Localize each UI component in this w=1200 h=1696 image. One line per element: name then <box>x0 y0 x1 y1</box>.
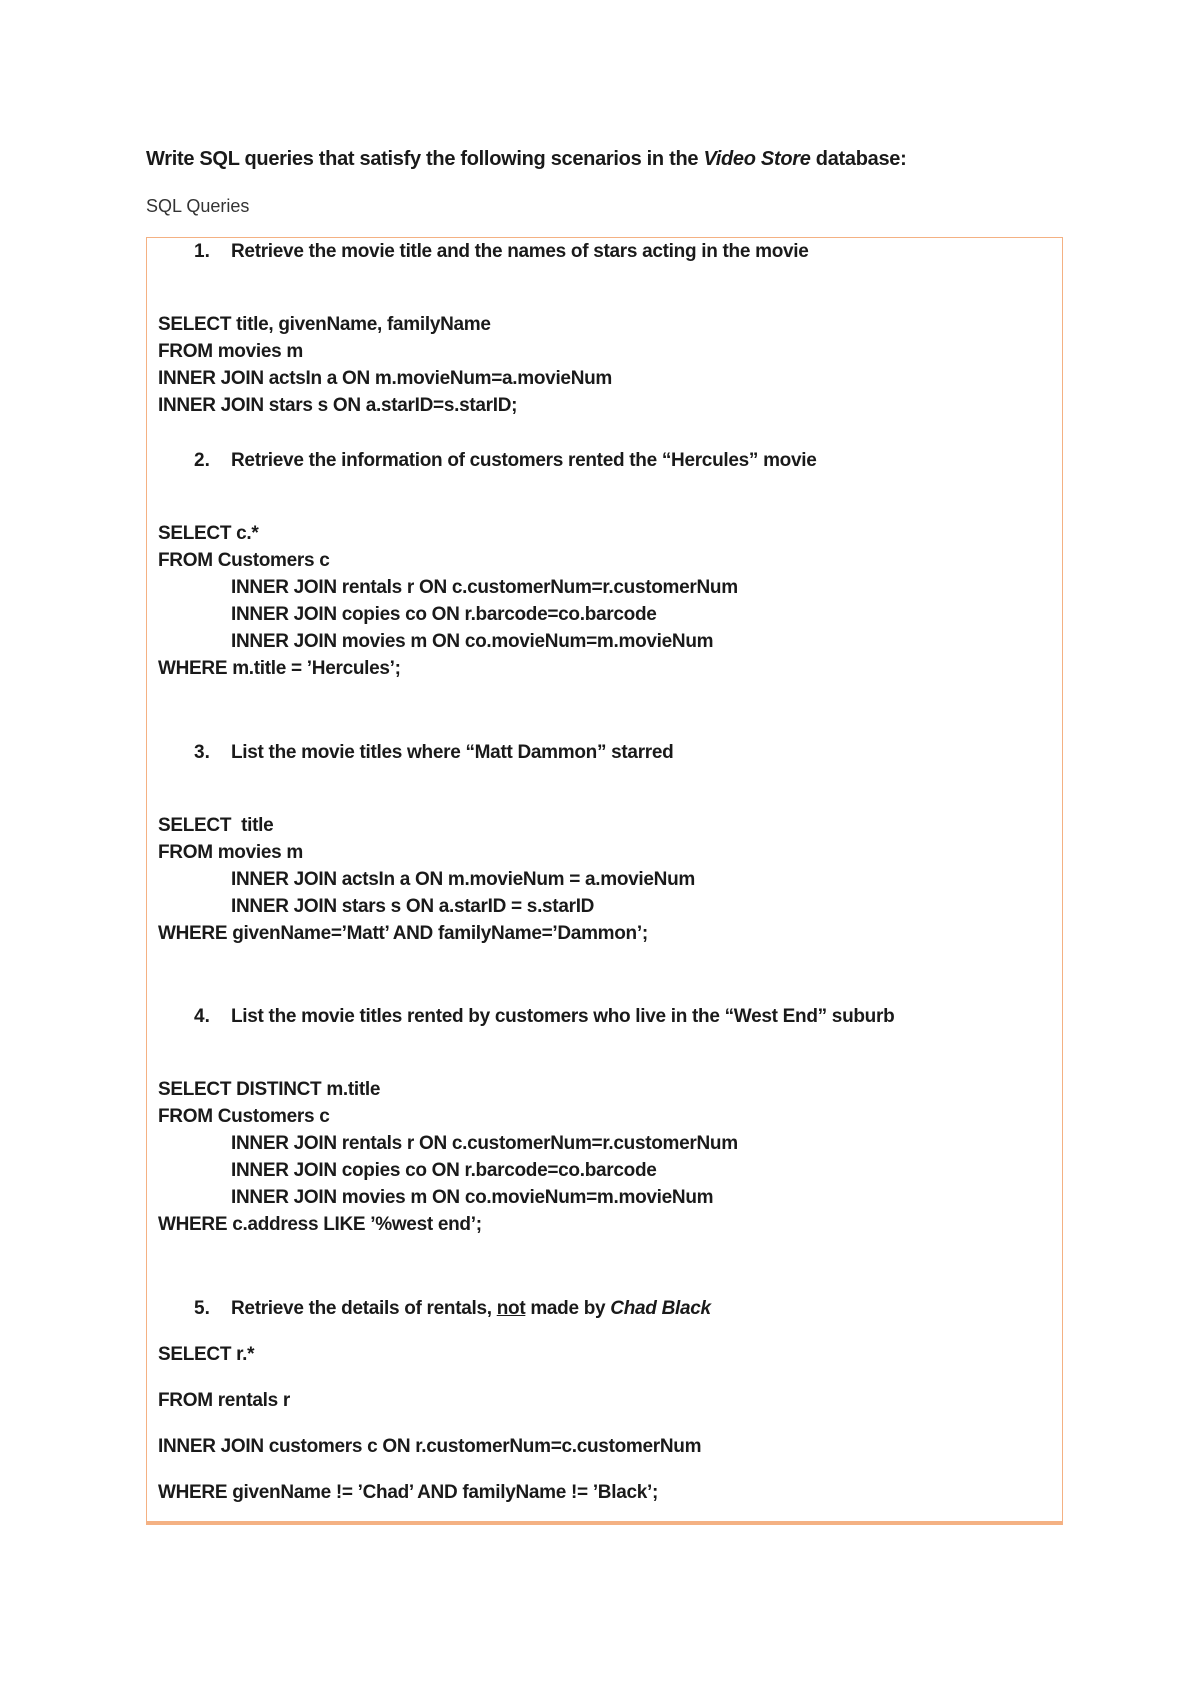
question-4-number: 4. <box>194 1006 210 1027</box>
question-5-number: 5. <box>194 1298 210 1319</box>
q3-sql-line: INNER JOIN actsIn a ON m.movieNum = a.movieNum <box>231 869 695 890</box>
q3-sql-line: INNER JOIN stars s ON a.starID = s.starID <box>231 896 595 917</box>
q2-sql-line: INNER JOIN movies m ON co.movieNum=m.movieNum <box>231 631 714 652</box>
q2-sql-line: INNER JOIN rentals r ON c.customerNum=r.customerNum <box>231 577 738 598</box>
q4-sql-line: INNER JOIN rentals r ON c.customerNum=r.customerNum <box>231 1133 738 1154</box>
question-4-text: List the movie titles rented by customers who live in the “West End” suburb <box>231 1006 895 1027</box>
q1-sql-line: INNER JOIN actsIn a ON m.movieNum=a.movieNum <box>158 368 613 389</box>
q5-text-italic: Chad Black <box>610 1298 711 1319</box>
question-5-text <box>231 1298 711 1320</box>
question-3-text: List the movie titles where “Matt Dammon” starred <box>231 742 674 763</box>
page-heading <box>146 148 906 171</box>
section-subheading: SQL Queries <box>146 196 250 216</box>
q3-sql-line: WHERE givenName=’Matt’ AND familyName=’Dammon’; <box>158 923 648 944</box>
q5-text-middle: made by <box>525 1298 611 1319</box>
q4-sql-line: INNER JOIN movies m ON co.movieNum=m.movieNum <box>231 1187 714 1208</box>
question-2-text: Retrieve the information of customers rented the “Hercules” movie <box>231 450 817 471</box>
q2-sql-line: INNER JOIN copies co ON r.barcode=co.barcode <box>231 604 657 625</box>
q4-sql-line: FROM Customers c <box>158 1106 330 1127</box>
q5-sql-line: WHERE givenName != ’Chad’ AND familyName != ’Black’; <box>158 1482 659 1503</box>
q5-text-underlined: not <box>496 1298 526 1319</box>
q4-sql-line: INNER JOIN copies co ON r.barcode=co.barcode <box>231 1160 657 1181</box>
q4-sql-line: WHERE c.address LIKE ’%west end’; <box>158 1214 482 1235</box>
q5-text-prefix: Retrieve the details of rentals, <box>231 1298 497 1319</box>
q1-sql-line: INNER JOIN stars s ON a.starID=s.starID; <box>158 395 518 416</box>
q2-sql-line: WHERE m.title = ’Hercules’; <box>158 658 401 679</box>
q5-sql-line: INNER JOIN customers c ON r.customerNum=c.customerNum <box>158 1436 702 1457</box>
q4-sql-line: SELECT DISTINCT m.title <box>158 1079 381 1100</box>
question-1-number: 1. <box>194 241 210 262</box>
q1-sql-line: FROM movies m <box>158 341 303 362</box>
question-2-number: 2. <box>194 450 210 471</box>
q2-sql-line: FROM Customers c <box>158 550 330 571</box>
q5-sql-line: SELECT r.* <box>158 1344 255 1365</box>
question-1-text: Retrieve the movie title and the names of stars acting in the movie <box>231 241 809 262</box>
heading-prefix: Write SQL queries that satisfy the following scenarios in the <box>146 148 704 170</box>
heading-suffix: database: <box>810 148 907 170</box>
heading-emphasis: Video Store <box>703 148 811 170</box>
q1-sql-line: SELECT title, givenName, familyName <box>158 314 491 335</box>
question-3-number: 3. <box>194 742 210 763</box>
q3-sql-line: FROM movies m <box>158 842 303 863</box>
q2-sql-line: SELECT c.* <box>158 523 259 544</box>
q3-sql-line: SELECT title <box>158 815 274 836</box>
q5-sql-line: FROM rentals r <box>158 1390 290 1411</box>
